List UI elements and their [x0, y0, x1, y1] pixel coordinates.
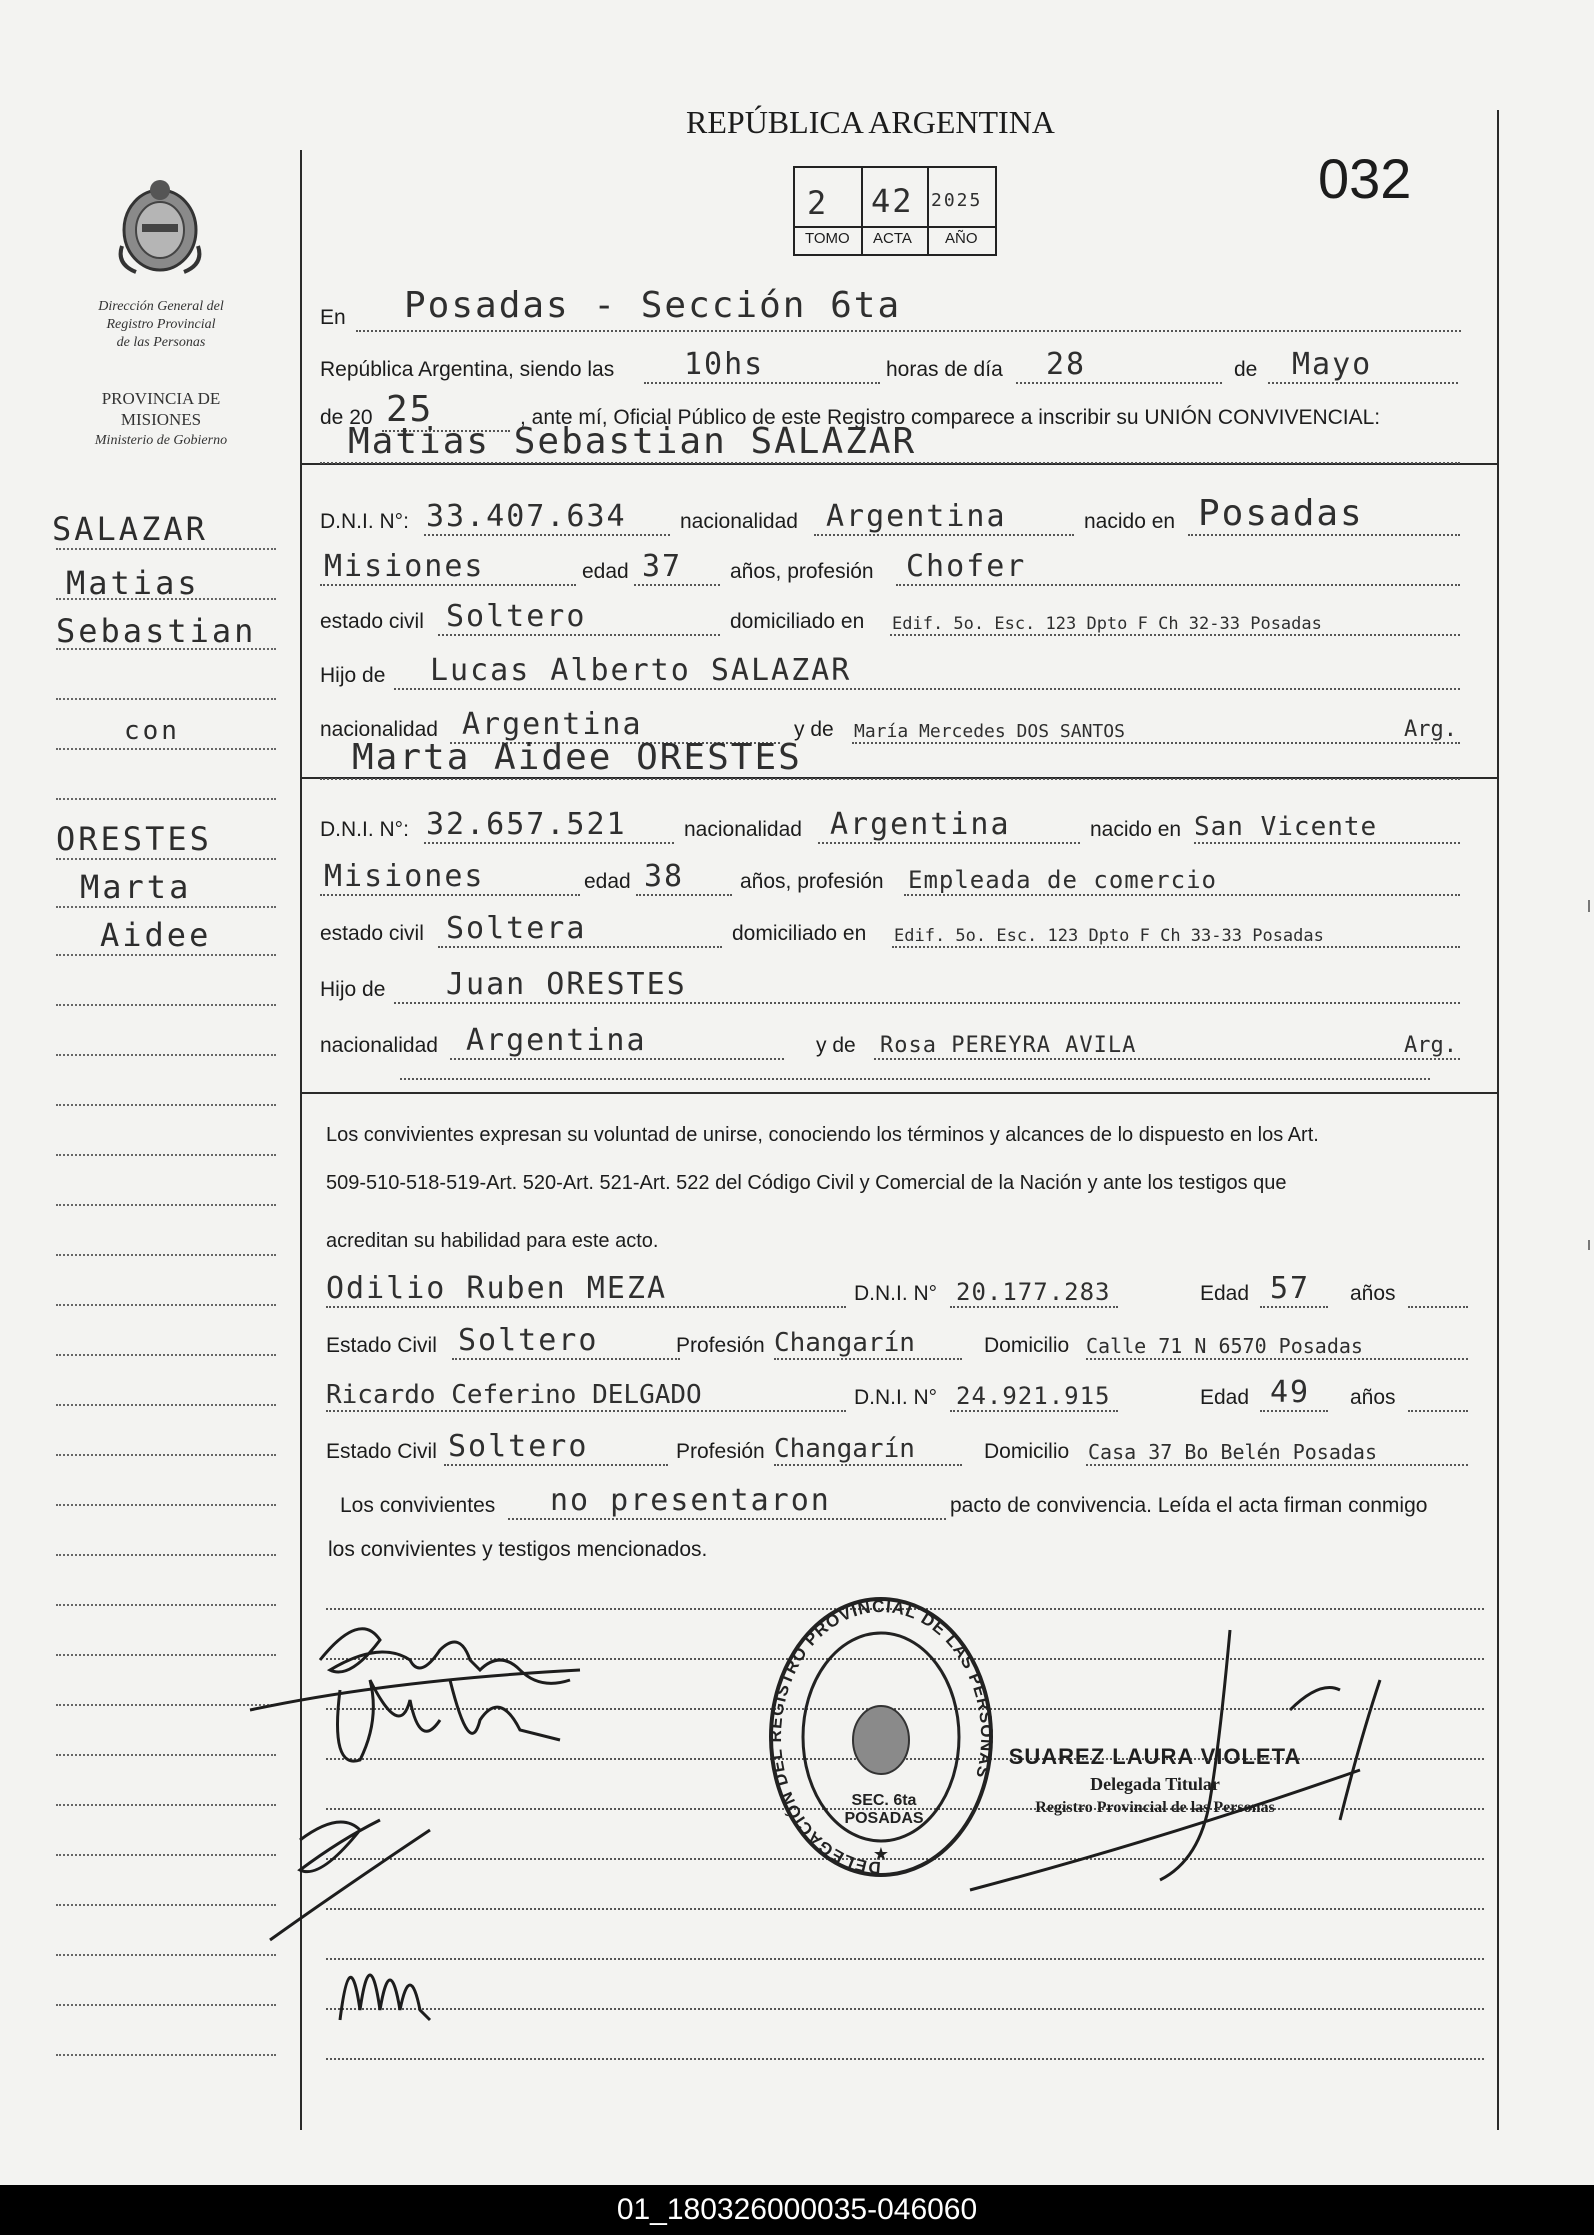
witness2-dni-label: D.N.I. N°: [854, 1386, 938, 1409]
witness1-civil: Soltero: [458, 1323, 599, 1358]
person1-nac-padre-label: nacionalidad: [320, 718, 438, 741]
person2-nac-padre-label: nacionalidad: [320, 1034, 438, 1057]
witness1-civil-row: [326, 1318, 1486, 1362]
person2-edad-label: edad: [584, 870, 631, 893]
intro-day: 28: [1046, 347, 1087, 382]
person1-madre-nac: Arg.: [1404, 717, 1457, 742]
closing-suffix: pacto de convivencia. Leída el acta firman conmigo: [950, 1494, 1428, 1517]
witness2-civil: Soltero: [448, 1429, 589, 1464]
person2-padres-nac-row: [320, 1018, 1480, 1062]
person2-hijo-label: Hijo de: [320, 978, 386, 1001]
margin-name-3: Sebastian: [56, 612, 257, 650]
person1-y-de-label: y de: [794, 718, 834, 741]
person1-hijo-row: [320, 648, 1480, 692]
person1-prov: Misiones: [324, 549, 485, 584]
person1-dni-row: [320, 494, 1480, 538]
seal-ring-text: DELEGACIÓN DEL REGISTRO PROVINCIAL DE LAS PERSONAS: [766, 1596, 996, 1878]
witness1-name-row: [326, 1266, 1486, 1310]
person1-civil-row: [320, 594, 1480, 638]
coat-of-arms-icon: [112, 176, 208, 280]
intro-hour: 10hs: [684, 347, 765, 382]
person2-nac-padre: Argentina: [466, 1023, 647, 1058]
person2-dni-row: [320, 802, 1480, 846]
org-line-1: Dirección General del: [98, 299, 224, 314]
org-line-2: Registro Provincial: [106, 317, 216, 332]
signature-4-icon: [320, 1930, 460, 2030]
witness2-edad-label: Edad: [1200, 1386, 1250, 1409]
en-label: En: [320, 306, 346, 329]
divider-3: [302, 1092, 1497, 1094]
declaration-line-3: acreditan su habilidad para este acto.: [326, 1230, 659, 1252]
stamp-title: Delegada Titular: [1090, 1774, 1220, 1794]
witness2-name: Ricardo Ceferino DELGADO: [326, 1380, 702, 1410]
margin-name-2: Matias: [66, 564, 200, 602]
person1-name-row: [320, 422, 1480, 466]
province-line-1: PROVINCIA DE: [101, 389, 221, 408]
margin-name-1: SALAZAR: [52, 510, 208, 548]
person1-padre: Lucas Alberto SALAZAR: [430, 653, 852, 688]
margin-name-5: ORESTES: [56, 820, 212, 858]
horas-label: horas de día: [886, 358, 1003, 381]
person1-civil: Soltero: [446, 599, 587, 634]
witness1-civil-label: Estado Civil: [326, 1334, 437, 1357]
official-stamp: [990, 1744, 1320, 1817]
registry-box: [793, 166, 997, 256]
person2-y-de-label: y de: [816, 1034, 856, 1057]
footer-id: 01_180326000035-046060: [0, 2185, 1594, 2235]
person2-madre: Rosa PEREYRA AVILA: [880, 1033, 1137, 1058]
page-number: 032: [1318, 147, 1412, 210]
person2-nac-label: nacionalidad: [684, 818, 802, 841]
declaration-line-1: Los convivientes expresan su voluntad de unirse, conociendo los términos y alcances de lo dispuesto en los Art.: [326, 1124, 1319, 1146]
closing-prefix: Los convivientes: [340, 1494, 496, 1517]
intro-month: Mayo: [1292, 347, 1373, 382]
org-line-3: de las Personas: [116, 335, 206, 350]
stamp-org: Registro Provincial de las Personas: [1035, 1799, 1275, 1816]
closing-row: [340, 1478, 1490, 1522]
person2-nac: Argentina: [830, 807, 1011, 842]
witness2-dom: Casa 37 Bo Belén Posadas: [1088, 1440, 1377, 1464]
signature-3-icon: [260, 1790, 460, 1950]
margin-name-6: Marta: [80, 868, 192, 906]
person2-nacido: San Vicente: [1194, 812, 1378, 842]
person1-edad: 37: [642, 549, 683, 584]
intro-row-2: [320, 342, 1480, 386]
person2-prov: Misiones: [324, 859, 485, 894]
witness2-edad: 49: [1270, 1375, 1311, 1410]
person1-dni-label: D.N.I. N°:: [320, 510, 409, 533]
official-seal: [766, 1592, 996, 1882]
witness2-dom-label: Domicilio: [984, 1440, 1070, 1463]
person1-edad-label: edad: [582, 560, 629, 583]
witness2-anos-label: años: [1350, 1386, 1396, 1409]
witness1-edad: 57: [1270, 1271, 1311, 1306]
acta-label: ACTA: [873, 230, 912, 247]
witness1-prof-label: Profesión: [676, 1334, 765, 1357]
stamp-name: SUAREZ LAURA VIOLETA: [1008, 1744, 1302, 1769]
person2-madre-nac: Arg.: [1404, 1033, 1457, 1058]
person2-domic: Edif. 5o. Esc. 123 Dpto F Ch 33-33 Posadas: [894, 926, 1324, 946]
tomo-label: TOMO: [805, 230, 850, 247]
witness1-name: Odilio Ruben MEZA: [326, 1271, 668, 1306]
year-prefix: de 20: [320, 406, 373, 429]
witness1-anos-label: años: [1350, 1282, 1396, 1305]
province-line-2: MISIONES: [120, 410, 202, 429]
right-frame-line: [1497, 110, 1499, 2130]
person1-nac: Argentina: [826, 499, 1007, 534]
signature-2-icon: [320, 1660, 580, 1780]
svg-text:★: ★: [872, 1844, 890, 1864]
person2-profesion: Empleada de comercio: [908, 866, 1217, 894]
person2-profesion-label: años, profesión: [740, 870, 884, 893]
witness1-dom-label: Domicilio: [984, 1334, 1070, 1357]
witness2-prof: Changarín: [774, 1434, 915, 1464]
witness1-dni: 20.177.283: [956, 1278, 1111, 1306]
person1-dni: 33.407.634: [426, 499, 627, 534]
tomo-value: 2: [807, 184, 829, 222]
person1-edad-row: [320, 544, 1480, 588]
person1-name: Matias Sebastian SALAZAR: [348, 421, 917, 462]
person1-nacido-label: nacido en: [1084, 510, 1176, 533]
person1-domic-label: domiciliado en: [730, 610, 865, 633]
person2-padre: Juan ORESTES: [446, 967, 687, 1002]
seal-inner-text: SEC. 6ta POSADAS: [844, 1792, 924, 1827]
witness1-dom: Calle 71 N 6570 Posadas: [1086, 1334, 1363, 1358]
person1-nac-padre: Argentina: [462, 707, 643, 742]
witness2-prof-label: Profesión: [676, 1440, 765, 1463]
ministry-line: Ministerio de Gobierno: [94, 433, 228, 448]
margin-name-7: Aidee: [100, 916, 212, 954]
intro-year: 25: [386, 389, 434, 430]
person2-name: Marta Aidee ORESTES: [352, 737, 802, 778]
intro-statement: , ante mí, Oficial Público de este Registro comparece a inscribir su UNIÓN CONVIVENCIAL:: [520, 406, 1381, 429]
de-label: de: [1234, 358, 1258, 381]
person1-civil-label: estado civil: [320, 610, 424, 633]
person1-nacido: Posadas: [1198, 493, 1364, 534]
republica-label: República Argentina, siendo las: [320, 358, 615, 381]
person2-civil-row: [320, 906, 1480, 950]
person2-edad: 38: [644, 859, 685, 894]
person2-domic-label: domiciliado en: [732, 922, 867, 945]
witness2-name-row: [326, 1370, 1486, 1414]
person1-domic: Edif. 5o. Esc. 123 Dpto F Ch 32-33 Posadas: [892, 614, 1322, 634]
person1-hijo-label: Hijo de: [320, 664, 386, 687]
person2-dni-label: D.N.I. N°:: [320, 818, 409, 841]
anio-value: 2025: [931, 190, 983, 211]
person1-madre: María Mercedes DOS SANTOS: [854, 721, 1125, 742]
declaration-line-2: 509-510-518-519-Art. 520-Art. 521-Art. 522 del Código Civil y Comercial de la Nación y ante los testigos que: [326, 1172, 1287, 1194]
person2-edad-row: [320, 854, 1480, 898]
person2-nacido-label: nacido en: [1090, 818, 1182, 841]
person2-name-row: [320, 738, 1480, 782]
person1-profesion: Chofer: [906, 549, 1027, 584]
witness1-edad-label: Edad: [1200, 1282, 1250, 1305]
witness1-dni-label: D.N.I. N°: [854, 1282, 938, 1305]
person2-civil-label: estado civil: [320, 922, 424, 945]
margin-name-4: con: [124, 716, 180, 746]
intro-row-1: [320, 285, 1480, 334]
anio-label: AÑO: [945, 230, 978, 247]
person2-civil: Soltera: [446, 911, 587, 946]
closing-line-2: los convivientes y testigos mencionados.: [328, 1538, 708, 1561]
witness2-dni: 24.921.915: [956, 1382, 1111, 1410]
person1-profesion-label: años, profesión: [730, 560, 874, 583]
witness2-civil-row: [326, 1424, 1486, 1468]
person1-nac-label: nacionalidad: [680, 510, 798, 533]
intro-place: Posadas - Sección 6ta: [404, 285, 902, 326]
person2-hijo-row: [320, 962, 1480, 1006]
closing-pacto: no presentaron: [550, 1483, 831, 1518]
acta-value: 42: [871, 182, 914, 220]
country-title: REPÚBLICA ARGENTINA: [686, 104, 1055, 140]
witness1-prof: Changarín: [774, 1328, 915, 1358]
person2-dni: 32.657.521: [426, 807, 627, 842]
witness2-civil-label: Estado Civil: [326, 1440, 437, 1463]
